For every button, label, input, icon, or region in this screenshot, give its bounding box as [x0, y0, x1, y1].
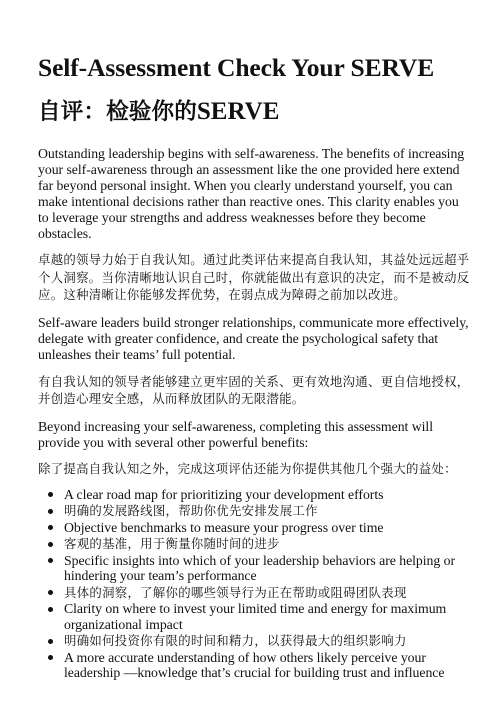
benefit-item-clarity-chinese: 明确如何投资你有限的时间和精力，以获得最大的组织影响力: [38, 632, 470, 650]
title-english: Self-Assessment Check Your SERVE: [38, 53, 435, 82]
benefit-item-insights-english: Specific insights into which of your leadership behaviors are helping or hindering your team’s performance: [38, 553, 470, 584]
benefit-item-benchmarks-english: Objective benchmarks to measure your progress over time: [38, 520, 470, 536]
benefit-item-roadmap-chinese: 明确的发展路线图，帮助你优先安排发展工作: [38, 502, 470, 520]
document-page: [38, 52, 470, 681]
benefits-intro-chinese: 除了提高自我认知之外，完成这项评估还能为你提供其他几个强大的益处：: [38, 461, 457, 477]
relationships-paragraph-chinese: 有自我认知的领导者能够建立更牢固的关系、更有效地沟通、更自信地授权，并创造心理安全感，从而释放团队的无限潜能。: [38, 373, 470, 407]
intro-paragraph-english: Outstanding leadership begins with self-awareness. The benefits of increasing your self-awareness through an assessment like the one provided here extend far beyond personal insight. When you clearly understand yourself, you can make intentional decisions rather than reactive ones. This clarity enables you to leverage your strengths and address weaknesses before they become obstacles.: [38, 146, 465, 241]
benefits-intro-english: Beyond increasing your self-awareness, completing this assessment will provide you with several other powerful benefits:: [38, 418, 433, 450]
benefit-item-insights-chinese: 具体的洞察，了解你的哪些领导行为正在帮助或阻碍团队表现: [38, 584, 470, 602]
benefits-list: [38, 487, 470, 681]
benefit-item-benchmarks-chinese: 客观的基准，用于衡量你随时间的进步: [38, 535, 470, 553]
intro-paragraph-chinese: 卓越的领导力始于自我认知。通过此类评估来提高自我认知，其益处远远超乎个人洞察。当你清晰地认识自己时，你就能做出有意识的决定，而不是被动反应。这种清晰让你能够发挥优势，在弱点成为障碍之前加以改进。: [38, 252, 470, 303]
title-chinese: [38, 96, 470, 128]
title-chinese-prefix: 自评：检验你的: [38, 99, 197, 125]
title-chinese-serve: SERVE: [196, 98, 280, 125]
benefit-item-roadmap-english: A clear road map for prioritizing your development efforts: [38, 487, 470, 503]
benefit-item-perception-english: A more accurate understanding of how others likely perceive your leadership —knowledge that’s crucial for building trust and influence: [38, 650, 470, 681]
relationships-paragraph-english: Self-aware leaders build stronger relationships, communicate more effectively, delegate with greater confidence, and create the psychological safety that unleashes their teams’ full potential.: [38, 314, 469, 362]
benefit-item-clarity-english: Clarity on where to invest your limited time and energy for maximum organizational impact: [38, 601, 470, 632]
